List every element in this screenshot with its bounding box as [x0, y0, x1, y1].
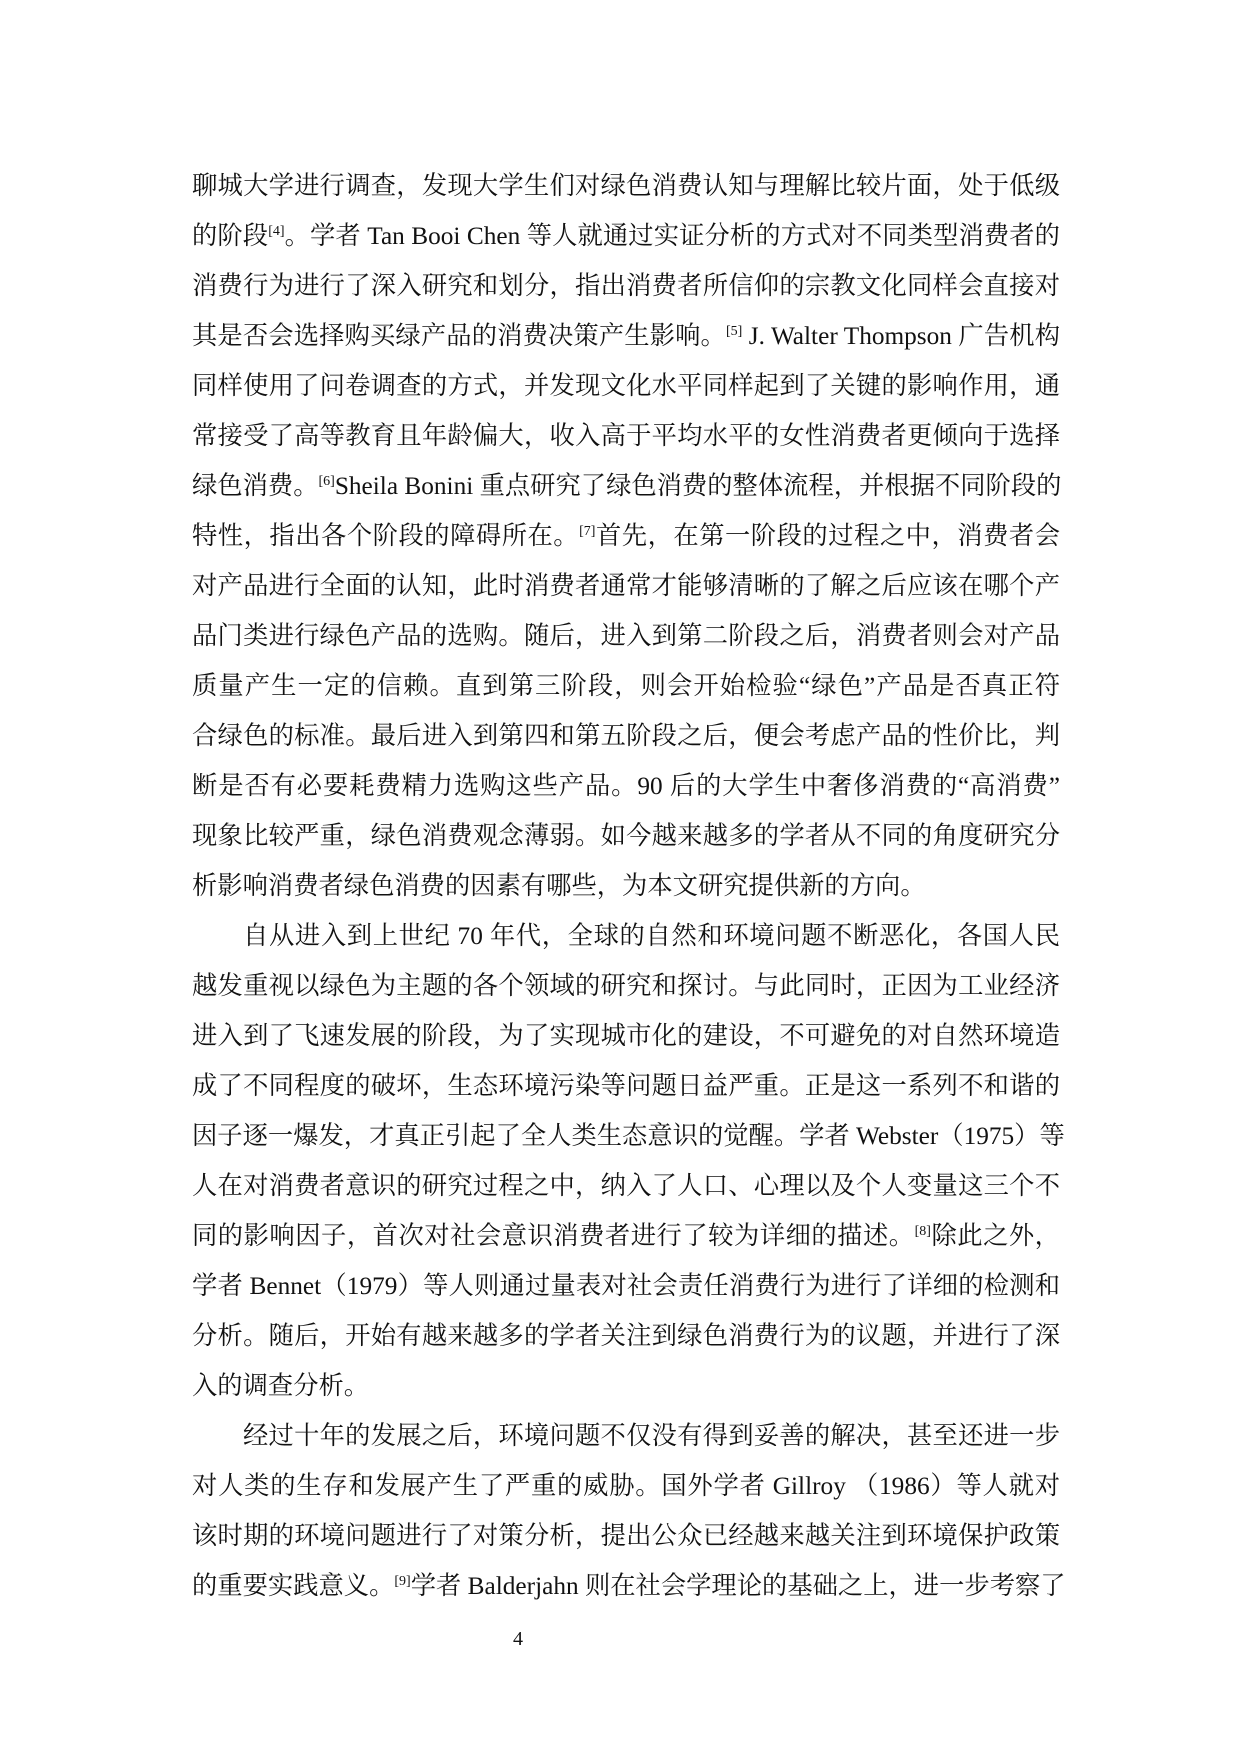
- citation-superscript: [6]: [318, 474, 335, 489]
- paragraph: [192, 911, 1065, 1411]
- text-run: 其是否会选择购买绿产品的消费决策产生影响。: [192, 322, 726, 350]
- text-line: [192, 511, 1060, 561]
- citation-superscript: [4]: [268, 224, 285, 239]
- text-line: [192, 1311, 1060, 1361]
- text-run: 学者 Bennet（1979）等人则通过量表对社会责任消费行为进行了详细的检测和: [192, 1272, 1060, 1300]
- text-line: [192, 411, 1060, 461]
- text-run: 。学者 Tan Booi Chen 等人就通过实证分析的方式对不同类型消费者的: [284, 222, 1060, 250]
- text-run: 的重要实践意义。: [192, 1572, 395, 1600]
- text-line: [192, 1261, 1060, 1311]
- text-line: [192, 761, 1060, 811]
- text-line: [192, 1011, 1060, 1061]
- text-run: 常接受了高等教育且年龄偏大，收入高于平均水平的女性消费者更倾向于选择: [192, 422, 1060, 450]
- text-run: 入的调查分析。: [192, 1372, 370, 1400]
- page-number: 4: [513, 1628, 523, 1650]
- text-line: [192, 1411, 1060, 1461]
- text-line: [192, 311, 1060, 361]
- text-line: [192, 211, 1060, 261]
- text-line: [192, 261, 1060, 311]
- text-line: [192, 461, 1060, 511]
- text-line: [192, 911, 1060, 961]
- text-run: 该时期的环境问题进行了对策分析，提出公众已经越来越关注到环境保护政策: [192, 1522, 1060, 1550]
- paragraph: [192, 1411, 1066, 1611]
- text-line: [192, 1161, 1060, 1211]
- text-line: [192, 861, 1060, 911]
- text-run: 的阶段: [192, 222, 269, 250]
- text-run: 成了不同程度的破坏，生态环境污染等问题日益严重。正是这一系列不和谐的: [192, 1072, 1060, 1100]
- text-run: 分析。随后，开始有越来越多的学者关注到绿色消费行为的议题，并进行了深: [192, 1322, 1060, 1350]
- paragraph: [192, 161, 1060, 911]
- text-run: 因子逐一爆发，才真正引起了全人类生态意识的觉醒。学者 Webster（1975）等: [192, 1122, 1065, 1150]
- text-run: 质量产生一定的信赖。直到第三阶段，则会开始检验“绿色”产品是否真正符: [192, 672, 1060, 700]
- text-line: [192, 1111, 1065, 1161]
- text-run: 现象比较严重，绿色消费观念薄弱。如今越来越多的学者从不同的角度研究分: [192, 822, 1060, 850]
- text-run: 学者 Balderjahn 则在社会学理论的基础之上，进一步考察了: [410, 1572, 1066, 1600]
- text-run: 人在对消费者意识的研究过程之中，纳入了人口、心理以及个人变量这三个不: [192, 1172, 1060, 1200]
- text-run: 特性，指出各个阶段的障碍所在。: [192, 522, 580, 550]
- citation-superscript: [5]: [726, 324, 743, 339]
- text-run: 断是否有必要耗费精力选购这些产品。90 后的大学生中奢侈消费的“高消费”: [192, 772, 1060, 800]
- text-line: [192, 811, 1060, 861]
- text-run: 品门类进行绿色产品的选购。随后，进入到第二阶段之后，消费者则会对产品: [192, 622, 1060, 650]
- text-run: 自从进入到上世纪 70 年代，全球的自然和环境问题不断恶化，各国人民: [243, 922, 1060, 950]
- text-line: [192, 1511, 1060, 1561]
- text-line: [192, 1461, 1060, 1511]
- text-line: [192, 611, 1060, 661]
- text-run: 聊城大学进行调查，发现大学生们对绿色消费认知与理解比较片面，处于低级: [192, 172, 1060, 200]
- text-run: J. Walter Thompson 广告机构: [742, 322, 1060, 350]
- text-run: 除此之外，: [930, 1222, 1060, 1250]
- text-run: 首先，在第一阶段的过程之中，消费者会: [595, 522, 1060, 550]
- citation-superscript: [9]: [394, 1574, 411, 1589]
- text-run: 经过十年的发展之后，环境问题不仅没有得到妥善的解决，甚至还进一步: [243, 1422, 1060, 1450]
- text-line: [192, 1061, 1060, 1111]
- text-run: 同的影响因子，首次对社会意识消费者进行了较为详细的描述。: [192, 1222, 915, 1250]
- text-line: [192, 1561, 1066, 1611]
- text-run: 对人类的生存和发展产生了严重的威胁。国外学者 Gillroy （1986）等人就对: [192, 1472, 1060, 1500]
- text-line: [192, 561, 1060, 611]
- text-run: Sheila Bonini 重点研究了绿色消费的整体流程，并根据不同阶段的: [334, 472, 1062, 500]
- text-line: [192, 961, 1060, 1011]
- text-run: 析影响消费者绿色消费的因素有哪些，为本文研究提供新的方向。: [192, 872, 926, 900]
- citation-superscript: [8]: [914, 1224, 931, 1239]
- text-run: 绿色消费。: [192, 472, 319, 500]
- text-line: [192, 161, 1060, 211]
- document-body: [192, 161, 1066, 1611]
- text-run: 消费行为进行了深入研究和划分，指出消费者所信仰的宗教文化同样会直接对: [192, 272, 1060, 300]
- text-run: 合绿色的标准。最后进入到第四和第五阶段之后，便会考虑产品的性价比，判: [192, 722, 1060, 750]
- text-line: [192, 1211, 1060, 1261]
- citation-superscript: [7]: [579, 524, 596, 539]
- text-run: 对产品进行全面的认知，此时消费者通常才能够清晰的了解之后应该在哪个产: [192, 572, 1060, 600]
- text-line: [192, 661, 1060, 711]
- text-run: 越发重视以绿色为主题的各个领域的研究和探讨。与此同时，正因为工业经济: [192, 972, 1060, 1000]
- text-run: 进入到了飞速发展的阶段，为了实现城市化的建设，不可避免的对自然环境造: [192, 1022, 1060, 1050]
- text-run: 同样使用了问卷调查的方式，并发现文化水平同样起到了关键的影响作用，通: [192, 372, 1060, 400]
- text-line: [192, 711, 1060, 761]
- text-line: [192, 1361, 1060, 1411]
- text-line: [192, 361, 1060, 411]
